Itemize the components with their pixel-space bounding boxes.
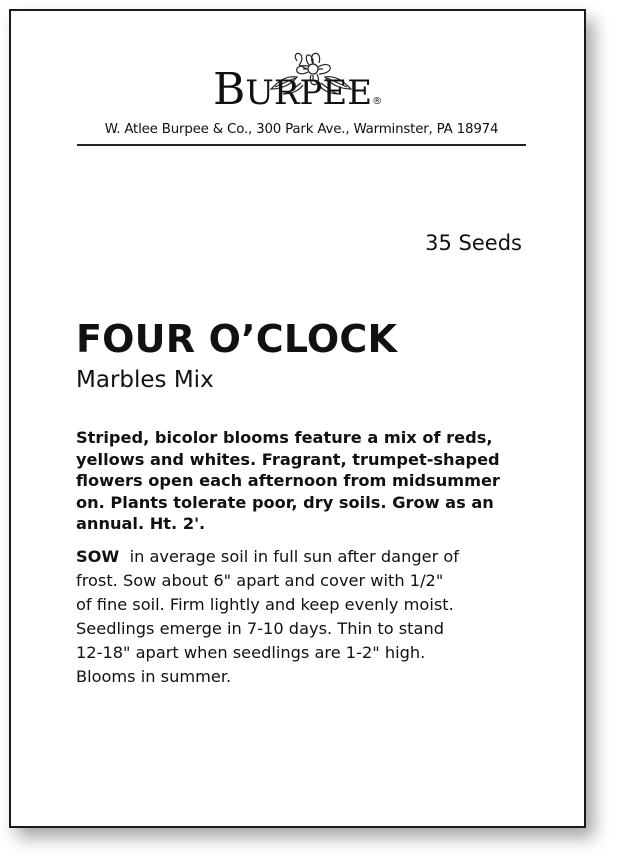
product-description bbox=[76, 427, 546, 535]
sow-line: frost. Sow about 6" apart and cover with 1/2" bbox=[76, 571, 444, 590]
description-line: annual. Ht. 2'. bbox=[76, 514, 206, 533]
sow-line-text: in average soil in full sun after danger of bbox=[119, 547, 459, 566]
sow-line bbox=[76, 545, 556, 569]
seed-packet bbox=[9, 9, 586, 828]
sow-line: of fine soil. Firm lightly and keep evenly moist. bbox=[76, 595, 454, 614]
description-line: flowers open each afternoon from midsummer bbox=[76, 471, 500, 490]
description-line: Striped, bicolor blooms feature a mix of reds, bbox=[76, 428, 493, 447]
sowing-instructions bbox=[76, 545, 556, 689]
seed-count: 35 Seeds bbox=[425, 231, 522, 255]
brand-logo: BURPEE® bbox=[212, 64, 383, 115]
description-line: yellows and whites. Fragrant, trumpet-shaped bbox=[76, 449, 500, 469]
sow-keyword: SOW bbox=[76, 547, 120, 566]
product-subtitle: Marbles Mix bbox=[76, 367, 214, 393]
sow-line: Blooms in summer. bbox=[76, 667, 232, 686]
company-address: W. Atlee Burpee & Co., 300 Park Ave., Warminster, PA 18974 bbox=[77, 121, 526, 146]
sow-line: Seedlings emerge in 7-10 days. Thin to stand bbox=[76, 619, 444, 638]
description-line: on. Plants tolerate poor, dry soils. Grow as an bbox=[76, 492, 494, 512]
product-title: FOUR O’CLOCK bbox=[76, 317, 398, 361]
sow-line: 12-18" apart when seedlings are 1-2" high. bbox=[76, 643, 426, 662]
